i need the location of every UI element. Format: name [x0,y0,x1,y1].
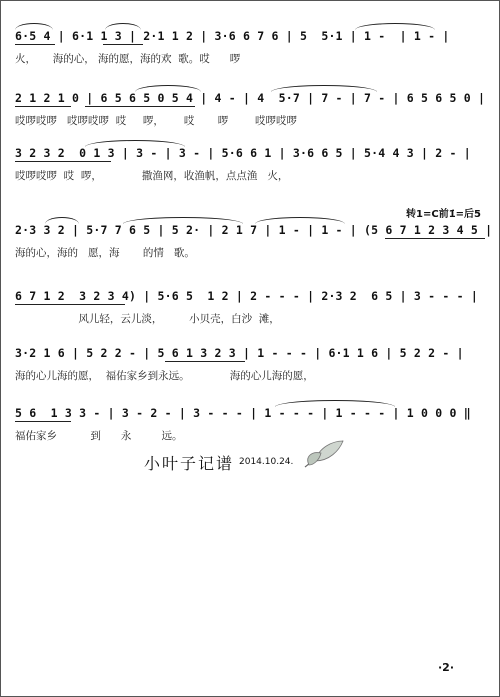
lyric-line: 海的心儿海的愿， 福佑家乡到永远。 海的心儿海的愿， [15,370,314,382]
underline-beam [15,304,125,307]
page-number: ·2· [438,661,455,674]
underline-beam [15,44,55,47]
underline-beam [385,238,485,241]
lyric-line: 海的心，海的 愿，海 的情 歌。 [15,247,195,259]
key-change-note: 转1=C前1̇=后5 [406,209,481,220]
lyric-line: 福佑家乡 到 永 远。 [15,430,183,442]
lyric-line: 哎啰哎啰 哎 啰， 撒渔网，收渔帆，点点渔 火， [15,170,289,182]
notation-line: 3 2 3 2 0 1 3 | 3 - | 3 - | 5·6 6 1 | 3·6 6 5 | 5·4 4 3 | 2 - | [15,146,471,160]
underline-beam [15,421,71,424]
notation-line: 2 1 2 1 0 | 6 5 6 5 0 5 4 | 4 - | 4 5·7 | 7 - | 7 - | 6 5 6 5 0 | [15,91,486,105]
notation-line: 3·2 1 6 | 5 2 2 - | 5 6 1 3 2 3 | 1 - - - | 6·1 1 6 | 5 2 2 - | [15,346,464,360]
underline-beam [85,106,195,109]
leaf-icon [301,437,347,471]
underline-beam [103,44,143,47]
notation-line: 2·3 3 2 | 5·7 7 6 5 | 5 2· | 2 1 7 | 1 - | 1 - | (5 6 7 1 2 3 4 5 | [15,223,493,237]
lyric-line: 火， 海的心， 海的愿，海的欢 歌。哎 啰 [15,53,241,65]
transcriber-signature: 小叶子记谱 [144,454,235,473]
lyric-line: 哎啰哎啰 哎啰哎啰 哎 啰， 哎 啰 哎啰哎啰 [15,115,297,127]
lyric-line: 风儿轻，云儿淡， 小贝壳，白沙 滩， [15,313,280,325]
underline-beam [15,106,71,109]
notation-line: 6 7 1 2 3 2 3 4) | 5·6 5 1 2 | 2 - - - | 2·3 2 6 5 | 3 - - - | [15,289,479,303]
notation-line: 5 6 1 3 3 - | 3 - 2 - | 3 - - - | 1 - - - | 1 - - - | 1 0 0 0 ‖ [15,406,471,420]
underline-beam [165,361,245,364]
notation-line: 6·5 4 | 6·1 1 3 | 2·1 1 2 | 3·6 6 7 6 | 5 5·1 | 1 - | 1 - | [15,29,450,43]
transcription-date: 2014.10.24. [239,457,294,467]
underline-beam [15,161,111,164]
